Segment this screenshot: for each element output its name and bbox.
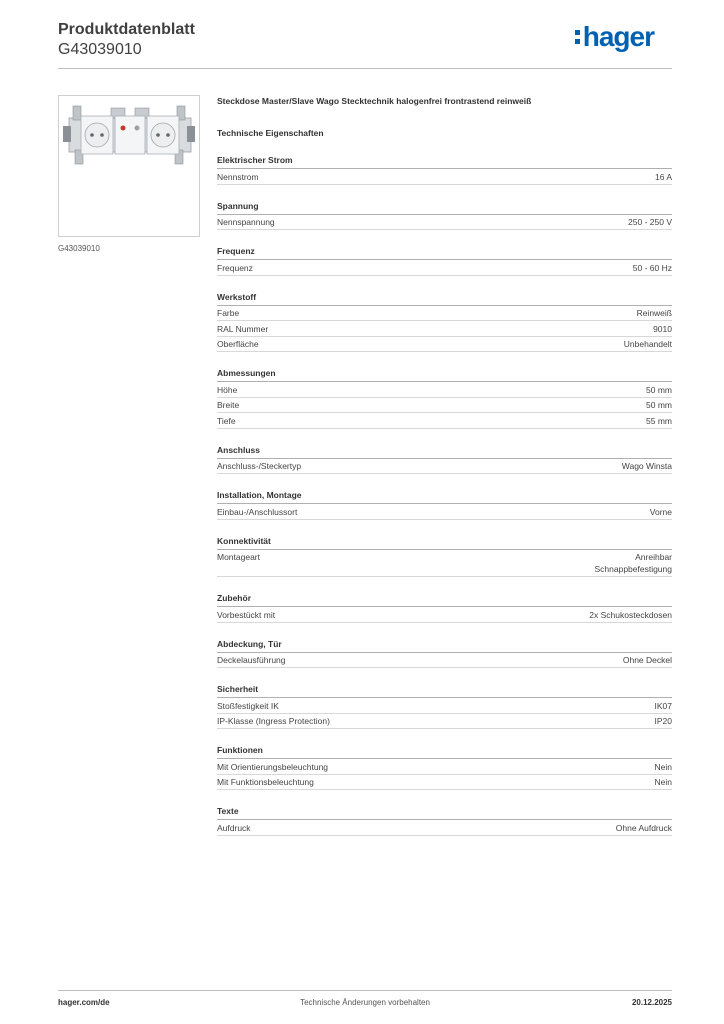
spec-group [217,292,672,353]
spec-value: Unbehandelt [623,339,672,349]
spec-label: Stoßfestigkeit IK [217,700,279,711]
spec-label: Höhe [217,384,238,395]
page-header [58,20,672,60]
spec-row [217,759,672,775]
group-heading: Werkstoff [217,292,672,306]
group-heading: Elektrischer Strom [217,155,672,169]
group-heading: Abmessungen [217,368,672,382]
spec-row [217,775,672,791]
spec-group [217,445,672,475]
spec-label: Breite [217,400,240,410]
spec-label: Einbau-/Anschlussort [217,506,298,517]
group-heading: Spannung [217,201,672,215]
spec-group [217,536,672,578]
group-heading: Installation, Montage [217,490,672,504]
spec-label: Farbe [217,308,240,318]
document-title: Produktdatenblatt [58,21,195,38]
footer-note: Technische Änderungen vorbehalten [300,998,430,1007]
spec-value: 50 mm [646,384,672,395]
spec-label: Mit Funktionsbeleuchtung [217,777,314,787]
spec-value: 2x Schukosteckdosen [589,609,672,620]
document-number: G43039010 [58,41,142,58]
group-heading: Funktionen [217,745,672,759]
spec-row [217,413,672,429]
spec-value: IP20 [654,716,672,726]
footer-divider [58,990,672,991]
product-image [58,95,200,237]
group-heading: Frequenz [217,246,672,260]
spec-label: Anschluss-/Steckertyp [217,461,302,471]
logo-text: hager [582,21,654,52]
spec-row [217,260,672,276]
spec-value [594,551,672,575]
spec-row [217,321,672,337]
spec-value: Ohne Deckel [622,655,672,665]
spec-value: Nein [654,761,672,772]
spec-group [217,490,672,520]
spec-row [217,714,672,730]
spec-row [217,459,672,475]
header-divider [58,68,672,69]
spec-row [217,504,672,520]
spec-value: Nein [654,777,672,787]
spec-value: Reinweiß [636,308,672,318]
spec-row [217,398,672,414]
spec-value: Vorne [649,506,672,517]
spec-row [217,169,672,185]
group-heading: Zubehör [217,593,672,607]
spec-value-line: Schnappbefestigung [594,564,672,574]
group-heading: Anschluss [217,445,672,459]
spec-value: 50 - 60 Hz [632,262,672,273]
spec-value: 250 - 250 V [628,217,672,227]
spec-value: 55 mm [646,415,672,426]
spec-value: Ohne Aufdruck [615,822,672,833]
spec-value-line: Anreihbar [635,552,672,562]
spec-label: Vorbestückt mit [217,609,276,620]
spec-label: Mit Orientierungsbeleuchtung [217,761,329,772]
footer-website: hager.com/de [58,998,110,1007]
spec-label: Nennspannung [217,217,275,227]
spec-label: Montageart [217,552,260,562]
spec-row [217,550,672,578]
spec-group [217,639,672,669]
spec-label: Nennstrom [217,171,259,182]
spec-group [217,201,672,231]
spec-row [217,698,672,714]
logo-dots-icon [575,28,580,46]
spec-row [217,607,672,623]
spec-group [217,684,672,729]
footer-date: 20.12.2025 [631,998,672,1007]
spec-label: Frequenz [217,262,253,273]
group-heading: Texte [217,806,672,820]
spec-row [217,215,672,231]
spec-value: 9010 [653,323,672,334]
spec-row [217,382,672,398]
spec-label: Deckelausführung [217,655,286,665]
hager-logo [575,21,654,53]
group-heading: Sicherheit [217,684,672,698]
spec-label: Aufdruck [217,822,251,833]
product-name: Steckdose Master/Slave Wago Stecktechnik halogenfrei frontrastend reinweiß [217,96,532,106]
image-caption: G43039010 [58,244,100,253]
group-heading: Konnektivität [217,536,672,550]
spec-value: Wago Winsta [621,461,672,471]
spec-label: Oberfläche [217,339,259,349]
spec-label: IP-Klasse (Ingress Protection) [217,716,330,726]
spec-row [217,306,672,322]
spec-value: 16 A [654,171,672,182]
spec-value: 50 mm [646,400,672,410]
spec-row [217,653,672,669]
socket-product-icon [59,96,199,236]
spec-label: Tiefe [217,415,236,426]
spec-label: RAL Nummer [217,323,269,334]
spec-group [217,368,672,429]
spec-group [217,155,672,185]
section-heading: Technische Eigenschaften [217,128,324,138]
spec-value: IK07 [654,700,672,711]
spec-group [217,593,672,623]
spec-group [217,806,672,836]
group-heading: Abdeckung, Tür [217,639,672,653]
spec-group [217,745,672,790]
spec-row [217,820,672,836]
spec-group [217,246,672,276]
spec-row [217,337,672,353]
specification-content [217,96,672,836]
